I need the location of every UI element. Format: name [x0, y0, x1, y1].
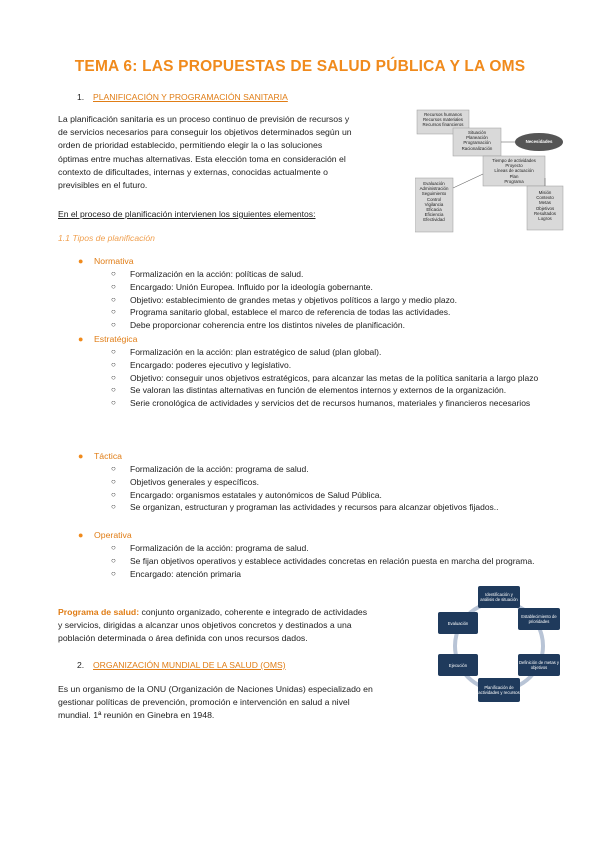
diagram-box-situation-text: Situación Planeación Programación Racionalización: [461, 130, 493, 151]
health-program-definition: [58, 606, 413, 646]
list-item: ○ Se organizan, estructuran y programan las actividades y recursos para alcanzar objetivos fijados..: [111, 502, 499, 513]
paragraph-line: gestionar políticas de prevención, promoción e intervención en salud a nivel: [58, 697, 350, 708]
tactica-list: [111, 463, 542, 514]
circle-bullet-icon: ○: [111, 385, 116, 395]
list-item: ○ Objetivo: conseguir unos objetivos estratégicos, para alcanzar las metas de la política sanitaria a largo plazo: [111, 372, 539, 383]
list-item: ○ Formalización en la acción: políticas de salud.: [111, 269, 304, 279]
list-item: ○ Formalización en la acción: plan estratégico de salud (plan global).: [111, 347, 382, 357]
type-estrategica: ● Estratégica: [78, 334, 138, 344]
paragraph-line: orden de prioridad establecido, permitiendo elegir la o las soluciones: [58, 140, 323, 151]
list-item: ○ Objetivos generales y específicos.: [111, 476, 259, 487]
planning-definition: [58, 113, 398, 192]
normativa-list: [111, 268, 542, 332]
section-1-heading: [77, 92, 288, 102]
cycle-step-evaluation: Evaluación: [438, 612, 478, 634]
section-1-label: PLANIFICACIÓN Y PROGRAMACIÓN SANITARIA: [93, 92, 288, 102]
diagram-box-mission-text: Misión Contexto Metas Objetivos Resultados Logros: [534, 190, 556, 222]
list-item: ○ Se valoran las distintas alternativas en función de elementos internos y externos de la organización.: [111, 385, 507, 396]
bullet-icon: ●: [78, 334, 84, 344]
cycle-step-execution: Ejecución: [438, 654, 478, 676]
planning-diagram: [415, 108, 565, 233]
circle-bullet-icon: ○: [111, 294, 116, 304]
circle-bullet-icon: ○: [111, 502, 116, 512]
diagram-box-plan-text: Tiempo de actividades Proyecto Líneas de actuación Plan Programa: [492, 158, 536, 184]
circle-bullet-icon: ○: [111, 543, 116, 552]
type-normativa: ● Normativa: [78, 256, 134, 266]
circle-bullet-icon: ○: [111, 489, 116, 499]
operativa-list: [111, 542, 542, 580]
circle-bullet-icon: ○: [111, 269, 116, 278]
bullet-icon: ●: [78, 530, 84, 540]
list-item: ○ Programa sanitario global, establece el marco de referencia de todas las actividades.: [111, 307, 451, 318]
oms-definition: [58, 683, 413, 723]
paragraph-line: mundial. 1ª reunión en Ginebra en 1948.: [58, 710, 215, 721]
paragraph-line: previsibles en el futuro.: [58, 180, 148, 191]
cycle-step-activities: Planificación de actividades y recursos: [478, 678, 520, 702]
circle-bullet-icon: ○: [111, 568, 116, 578]
elements-heading: En el proceso de planificación intervienen los siguientes elementos:: [58, 209, 316, 219]
paragraph-line: Programa de salud: conjunto organizado, coherente e integrado de actividades: [58, 607, 368, 617]
estrategica-list: [111, 346, 542, 410]
type-tactica: ● Táctica: [78, 451, 123, 461]
paragraph-line: y servicios, dirigidas a alcanzar unos objetivos concretos y destinados a una: [58, 620, 352, 631]
cycle-step-situation: Identificación y análisis de situación: [478, 586, 520, 608]
circle-bullet-icon: ○: [111, 359, 116, 369]
diagram-needs-text: Necesidades: [525, 139, 553, 144]
paragraph-line: Es un organismo de la ONU (Organización de Naciones Unidas) especializado en: [58, 684, 373, 694]
circle-bullet-icon: ○: [111, 555, 116, 565]
page-title: TEMA 6: LAS PROPUESTAS DE SALUD PÚBLICA Y LA OMS: [74, 58, 526, 75]
diagram-box-evaluation-text: Evaluación Administración Seguimiento Control Vigilancia Eficacia Eficiencia Efectividad: [419, 181, 449, 223]
cycle-step-objectives: Definición de metas y objetivos: [518, 654, 560, 676]
list-item: ○ Objetivo: establecimiento de grandes metas y objetivos políticos a largo y medio plazo.: [111, 294, 457, 305]
diagram-box-resources-text: Recursos humanos Recursos materiales Recursos financieros: [422, 112, 464, 128]
list-item: ○ Encargado: atención primaria: [111, 568, 242, 579]
list-item: ○ Se fijan objetivos operativos y establece actividades concretas en relación puesta en marcha del programa.: [111, 555, 535, 566]
circle-bullet-icon: ○: [111, 320, 116, 330]
list-item: ○ Encargado: Unión Europea. Influido por la ideología gobernante.: [111, 281, 373, 292]
paragraph-line: La planificación sanitaria es un proceso continuo de previsión de recursos y: [58, 114, 350, 124]
bullet-icon: ●: [78, 256, 84, 266]
circle-bullet-icon: ○: [111, 281, 116, 291]
section-2-label: ORGANIZACIÓN MUNDIAL DE LA SALUD (OMS): [93, 660, 286, 670]
circle-bullet-icon: ○: [111, 476, 116, 486]
paragraph-line: de servicios necesarios para conseguir los objetivos determinados según un: [58, 127, 352, 138]
circle-bullet-icon: ○: [111, 307, 116, 317]
planning-types-subheading: 1.1 Tipos de planificación: [58, 233, 155, 243]
list-item: ○ Debe proporcionar coherencia entre los distintos niveles de planificación.: [111, 320, 405, 331]
section-2-heading: [77, 660, 286, 670]
list-item: ○ Formalización de la acción: programa de salud.: [111, 543, 309, 553]
type-operativa: ● Operativa: [78, 530, 132, 540]
paragraph-line: contexto de dificultades, internas y externas, conocidas actualmente o: [58, 166, 328, 177]
circle-bullet-icon: ○: [111, 464, 116, 473]
list-item: ○ Encargado: poderes ejecutivo y legislativo.: [111, 359, 292, 370]
list-item: ○ Serie cronológica de actividades y servicios det de recursos humanos, materiales y financieros necesarios: [111, 398, 531, 409]
circle-bullet-icon: ○: [111, 347, 116, 356]
paragraph-line: población determinada o área definida con unos recursos dados.: [58, 633, 308, 644]
cycle-step-priorities: Establecimiento de prioridades: [518, 608, 560, 630]
list-item: ○ Formalización de la acción: programa de salud.: [111, 464, 309, 474]
paragraph-line: óptimas entre muchas alternativas. Esta elección toma en consideración el: [58, 153, 346, 164]
circle-bullet-icon: ○: [111, 398, 116, 408]
program-label: Programa de salud:: [58, 607, 140, 617]
circle-bullet-icon: ○: [111, 372, 116, 382]
section-1-number: 1.: [77, 92, 85, 102]
section-2-number: 2.: [77, 660, 85, 670]
program-cycle-diagram: [438, 586, 560, 704]
list-item: ○ Encargado: organismos estatales y autonómicos de Salud Pública.: [111, 489, 382, 500]
bullet-icon: ●: [78, 451, 84, 461]
